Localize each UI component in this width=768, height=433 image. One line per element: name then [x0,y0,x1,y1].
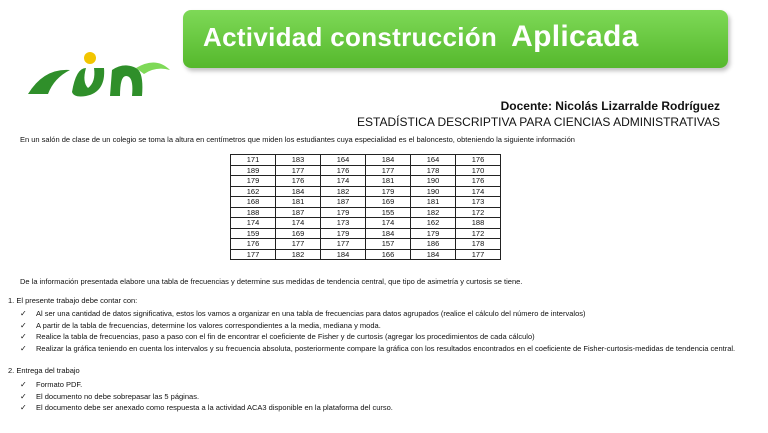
table-cell: 177 [231,249,276,260]
table-cell: 174 [456,186,501,197]
table-cell: 184 [366,228,411,239]
cun-logo [24,48,174,106]
table-cell: 186 [411,239,456,250]
table-cell: 177 [456,249,501,260]
check-icon: ✓ [20,309,27,318]
table-cell: 171 [231,155,276,166]
table-row [231,197,501,208]
list-item: ✓ Realizar la gráfica teniendo en cuenta los intervalos y su frecuencia absoluta, posteriormente compare la gráfica con los resultados encontrados en el coeficiente de Fisher-curtosis-medidas de tendencia central. [20,343,736,353]
table-cell: 170 [456,165,501,176]
list-item: ✓ El documento debe ser anexado como respuesta a la actividad ACA3 disponible en la plataforma del curso. [20,403,393,412]
list-item: ✓ A partir de la tabla de frecuencias, determine los valores correspondientes a la media, mediana y moda. [20,320,381,330]
table-cell: 162 [411,218,456,229]
table-cell: 172 [456,228,501,239]
table-cell: 178 [456,239,501,250]
table-cell: 184 [411,249,456,260]
list-item: ✓ El documento no debe sobrepasar las 5 páginas. [20,391,200,401]
list-item: ✓ Al ser una cantidad de datos significativa, estos los vamos a organizar en una tabla de frecuencias para datos agrupados (realice el cálculo del número de intervalos) [20,309,586,318]
banner-title-part2: Aplicada [511,20,639,53]
check-icon: ✓ [20,343,27,353]
table-cell: 179 [231,176,276,187]
table-cell: 176 [456,155,501,166]
table-cell: 179 [366,186,411,197]
check-icon: ✓ [20,332,27,341]
table-cell: 174 [321,176,366,187]
table-row [231,165,501,176]
table-cell: 187 [276,207,321,218]
docente-name: Docente: Nicolás Lizarralde Rodríguez [500,99,720,113]
intro-text: En un salón de clase de un colegio se toma la altura en centímetros que miden los estudiantes cuya especialidad es el baloncesto, obteniendo la siguiente información [20,135,575,144]
table-cell: 188 [456,218,501,229]
table-cell: 176 [231,239,276,250]
table-row [231,249,501,260]
table-cell: 173 [456,197,501,208]
section2-title: 2. Entrega del trabajo [8,366,80,375]
check-icon: ✓ [20,391,27,401]
table-cell: 190 [411,186,456,197]
table-cell: 188 [231,207,276,218]
table-cell: 169 [276,228,321,239]
banner-title-part1: Actividad construcción [203,22,498,52]
table-cell: 189 [231,165,276,176]
table-cell: 182 [321,186,366,197]
table-cell: 168 [231,197,276,208]
table-cell: 176 [276,176,321,187]
section1-list [20,308,748,354]
check-icon: ✓ [20,320,27,330]
table-cell: 173 [321,218,366,229]
course-title: ESTADÍSTICA DESCRIPTIVA PARA CIENCIAS ADMINISTRATIVAS [357,115,720,129]
banner-title [203,20,639,54]
table-cell: 159 [231,228,276,239]
table-cell: 184 [366,155,411,166]
list-item: ✓ Realice la tabla de frecuencias, paso a paso con el fin de encontrar el coeficiente de Fisher y de curtosis (agregar los procedimientos de cada cálculo) [20,332,535,341]
table-cell: 177 [321,239,366,250]
table-cell: 174 [231,218,276,229]
table-cell: 176 [456,176,501,187]
table-cell: 184 [321,249,366,260]
table-cell: 181 [276,197,321,208]
title-banner [183,10,728,68]
table-row [231,218,501,229]
table-cell: 179 [411,228,456,239]
section2-list [20,379,393,414]
table-cell: 177 [366,165,411,176]
table-cell: 181 [366,176,411,187]
table-cell: 184 [276,186,321,197]
table-cell: 166 [366,249,411,260]
table-cell: 177 [276,165,321,176]
section1-title: 1. El presente trabajo debe contar con: [8,296,138,305]
heights-table [230,154,501,260]
table-cell: 183 [276,155,321,166]
table-cell: 176 [321,165,366,176]
table-cell: 179 [321,228,366,239]
table-cell: 177 [276,239,321,250]
table-cell: 187 [321,197,366,208]
instruction-text: De la información presentada elabore una tabla de frecuencias y determine sus medidas de tendencia central, que tipo de asimetría y curtosis se tiene. [20,277,523,286]
table-row [231,176,501,187]
table-row [231,207,501,218]
table-cell: 190 [411,176,456,187]
table-cell: 164 [411,155,456,166]
table-cell: 182 [411,207,456,218]
table-cell: 169 [366,197,411,208]
table-cell: 179 [321,207,366,218]
table-cell: 174 [366,218,411,229]
table-cell: 164 [321,155,366,166]
cun-logo-graphic [24,48,174,106]
table-cell: 162 [231,186,276,197]
table-cell: 155 [366,207,411,218]
table-cell: 157 [366,239,411,250]
table-row [231,155,501,166]
table-cell: 178 [411,165,456,176]
table-cell: 182 [276,249,321,260]
table-row [231,186,501,197]
check-icon: ✓ [20,380,27,389]
table-row [231,228,501,239]
table-cell: 172 [456,207,501,218]
table-cell: 174 [276,218,321,229]
list-item: ✓ Formato PDF. [20,380,83,389]
table-row [231,239,501,250]
check-icon: ✓ [20,403,27,412]
table-cell: 181 [411,197,456,208]
